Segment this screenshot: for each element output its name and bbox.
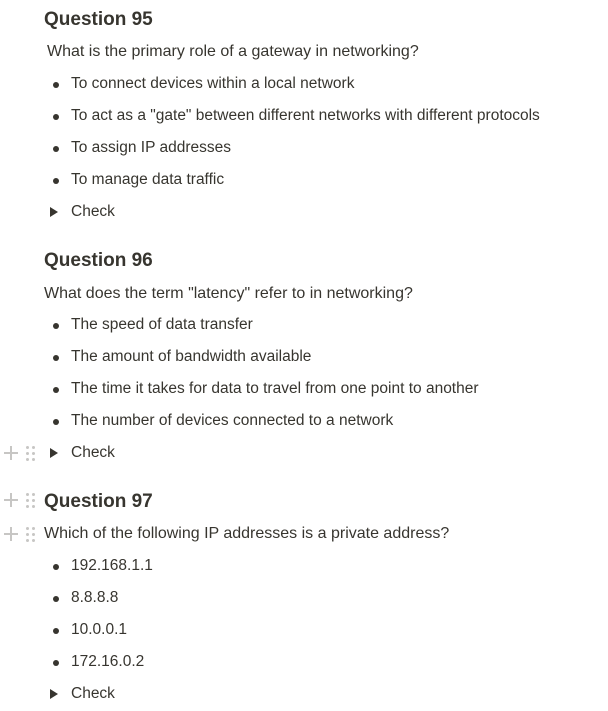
option-label: To connect devices within a local network <box>71 75 355 92</box>
question-95-option-4 <box>48 169 224 191</box>
question-96-prompt: What does the term "latency" refer to in networking? <box>44 285 413 302</box>
option-label: 172.16.0.2 <box>71 653 145 670</box>
question-95-option-1 <box>48 73 354 95</box>
question-97-option-3 <box>48 619 127 641</box>
drag-handle-icon[interactable] <box>26 445 36 461</box>
option-label: The speed of data transfer <box>71 316 253 333</box>
bullet-icon <box>53 628 59 634</box>
question-97-option-2 <box>48 587 118 609</box>
question-95-heading: Question 95 <box>44 9 153 30</box>
triangle-right-icon <box>50 448 58 458</box>
bullet-icon <box>53 146 59 152</box>
bullet-icon <box>53 178 59 184</box>
question-97-option-4 <box>48 651 144 673</box>
option-label: 8.8.8.8 <box>71 589 119 606</box>
plus-icon[interactable] <box>4 446 18 460</box>
option-label: 10.0.0.1 <box>71 621 128 638</box>
bullet-icon <box>53 660 59 666</box>
question-97-heading: Question 97 <box>44 491 153 512</box>
bullet-icon <box>53 564 59 570</box>
option-label: To act as a "gate" between different networks with different protocols <box>71 107 540 124</box>
triangle-right-icon <box>50 207 58 217</box>
bullet-icon <box>53 82 59 88</box>
drag-handle-icon[interactable] <box>26 492 36 508</box>
question-96-option-4 <box>48 410 393 432</box>
question-97-option-1 <box>48 555 153 577</box>
option-label: To manage data traffic <box>71 171 225 188</box>
question-97-check-toggle[interactable] <box>48 683 115 705</box>
block-controls <box>2 491 38 511</box>
bullet-icon <box>53 596 59 602</box>
question-95-option-2 <box>48 105 540 127</box>
question-95-option-3 <box>48 137 231 159</box>
question-96-option-3 <box>48 378 479 400</box>
check-toggle-label: Check <box>71 685 115 702</box>
drag-handle-icon[interactable] <box>26 526 36 542</box>
option-label: The number of devices connected to a network <box>71 412 394 429</box>
question-96-heading: Question 96 <box>44 250 153 271</box>
bullet-icon <box>53 387 59 393</box>
plus-icon[interactable] <box>4 527 18 541</box>
question-95-check-toggle[interactable] <box>48 201 115 223</box>
check-toggle-label: Check <box>71 203 115 220</box>
bullet-icon <box>53 323 59 329</box>
question-96-option-1 <box>48 314 253 336</box>
triangle-right-icon <box>50 689 58 699</box>
question-97-prompt: Which of the following IP addresses is a private address? <box>44 525 450 542</box>
block-controls <box>2 444 38 464</box>
block-controls <box>2 525 38 545</box>
question-96-option-2 <box>48 346 311 368</box>
bullet-icon <box>53 419 59 425</box>
question-96-check-toggle[interactable] <box>48 442 115 464</box>
bullet-icon <box>53 355 59 361</box>
check-toggle-label: Check <box>71 444 115 461</box>
question-95-prompt: What is the primary role of a gateway in networking? <box>47 43 419 60</box>
option-label: 192.168.1.1 <box>71 557 153 574</box>
plus-icon[interactable] <box>4 493 18 507</box>
option-label: To assign IP addresses <box>71 139 231 156</box>
bullet-icon <box>53 114 59 120</box>
option-label: The amount of bandwidth available <box>71 348 312 365</box>
option-label: The time it takes for data to travel from one point to another <box>71 380 479 397</box>
